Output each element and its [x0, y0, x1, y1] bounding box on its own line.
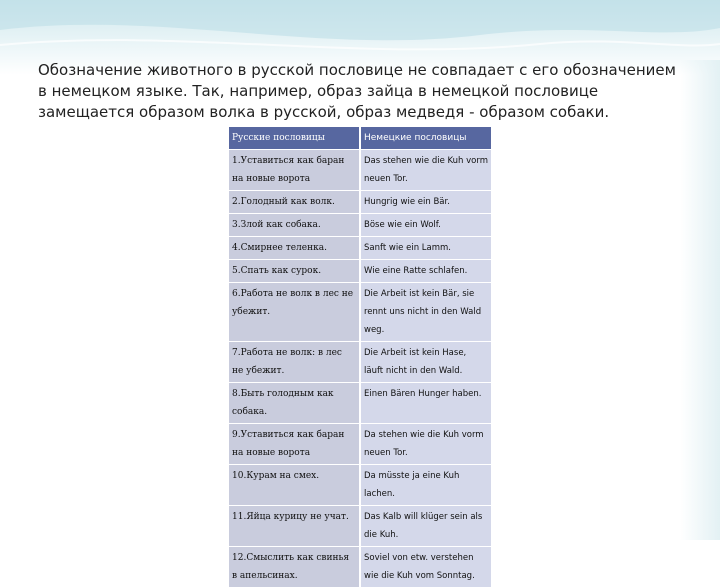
table-row	[229, 191, 491, 214]
side-gradient	[680, 60, 720, 540]
table-row	[229, 465, 491, 506]
russian-proverb: 3.Злой как собака.	[229, 214, 360, 237]
header-russian: Русские пословицы	[229, 127, 360, 150]
table-row	[229, 424, 491, 465]
table-row	[229, 150, 491, 191]
table-header-row	[229, 127, 491, 150]
german-proverb: Da stehen wie die Kuh vorm neuen Tor.	[360, 424, 491, 465]
german-proverb: Sanft wie ein Lamm.	[360, 237, 491, 260]
russian-proverb: 8.Быть голодным как собака.	[229, 383, 360, 424]
table-row	[229, 383, 491, 424]
russian-proverb: 4.Смирнее теленка.	[229, 237, 360, 260]
german-proverb: Soviel von etw. verstehen wie die Kuh vom Sonntag.	[360, 547, 491, 588]
russian-proverb: 9.Уставиться как баран на новые ворота	[229, 424, 360, 465]
header-german: Немецкие пословицы	[360, 127, 491, 150]
german-proverb: Das stehen wie die Kuh vorm neuen Tor.	[360, 150, 491, 191]
russian-proverb: 11.Яйца курицу не учат.	[229, 506, 360, 547]
russian-proverb: 10.Курам на смех.	[229, 465, 360, 506]
table-row	[229, 237, 491, 260]
proverbs-table	[229, 127, 491, 588]
table-row	[229, 214, 491, 237]
german-proverb: Die Arbeit ist kein Hase, läuft nicht in den Wald.	[360, 342, 491, 383]
german-proverb: Das Kalb will klüger sein als die Kuh.	[360, 506, 491, 547]
german-proverb: Böse wie ein Wolf.	[360, 214, 491, 237]
russian-proverb: 2.Голодный как волк.	[229, 191, 360, 214]
table-row	[229, 260, 491, 283]
german-proverb: Die Arbeit ist kein Bär, sie rennt uns nicht in den Wald weg.	[360, 283, 491, 342]
german-proverb: Da müsste ja eine Kuh lachen.	[360, 465, 491, 506]
russian-proverb: 1.Уставиться как баран на новые ворота	[229, 150, 360, 191]
russian-proverb: 5.Спать как сурок.	[229, 260, 360, 283]
table-row	[229, 547, 491, 588]
intro-text: Обозначение животного в русской пословице не совпадает с его обозначением в немецком языке. Так, например, образ зайца в немецкой пословице замещается образом волка в русской, образ медведя - образом собаки.	[38, 61, 676, 121]
russian-proverb: 12.Смыслить как свинья в апельсинах.	[229, 547, 360, 588]
russian-proverb: 6.Работа не волк в лес не убежит.	[229, 283, 360, 342]
russian-proverb: 7.Работа не волк: в лес не убежит.	[229, 342, 360, 383]
german-proverb: Wie eine Ratte schlafen.	[360, 260, 491, 283]
table-row	[229, 283, 491, 342]
table-row	[229, 506, 491, 547]
german-proverb: Einen Bären Hunger haben.	[360, 383, 491, 424]
table-row	[229, 342, 491, 383]
german-proverb: Hungrig wie ein Bär.	[360, 191, 491, 214]
